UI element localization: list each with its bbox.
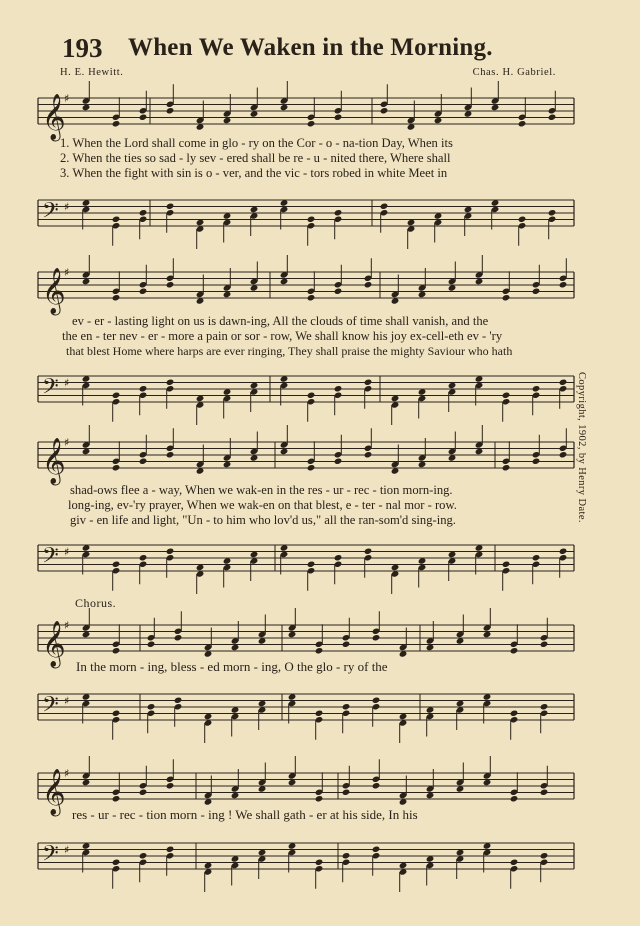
chorus-lyric-line-1: In the morn - ing, bless - ed morn - ing, O the glo - ry of the xyxy=(76,659,388,674)
note-head xyxy=(315,647,324,654)
note-head xyxy=(147,641,156,648)
hymn-number: 193 xyxy=(62,33,103,63)
note-head xyxy=(139,458,148,465)
note-head xyxy=(334,554,343,561)
note-head xyxy=(342,852,351,859)
note-head xyxy=(380,203,389,210)
note-head xyxy=(548,114,557,121)
verse-1-line-system-1: 1. When the Lord shall come in glo - ry on the Cor - o - na-tion Day, When its xyxy=(60,136,453,150)
note-head xyxy=(540,641,549,648)
note-head xyxy=(112,120,121,127)
note-head xyxy=(139,385,148,392)
copyright-notice: Copyright, 1902, by Henry Date. xyxy=(576,372,587,523)
treble-staff-system-1 xyxy=(0,88,640,140)
chorus-lyric-line-2: res - ur - rec - tion morn - ing ! We shall gath - er at his side, In his xyxy=(72,807,418,822)
bass-clef-icon: 𝄢 xyxy=(42,841,59,872)
note-head xyxy=(502,294,511,301)
note-head xyxy=(139,789,148,796)
treble-clef-icon: 𝄞 xyxy=(42,438,66,484)
note-head xyxy=(510,859,519,866)
treble-clef-icon: 𝄞 xyxy=(42,621,66,667)
note-head xyxy=(342,789,351,796)
note-head xyxy=(372,634,381,641)
note-head xyxy=(139,114,148,121)
note-head xyxy=(307,120,316,127)
note-head xyxy=(112,795,121,802)
note-head xyxy=(166,846,175,853)
verse-2-line-system-3: long-ing, ev-'ry prayer, When we wak-en on that blest, e - ter - nal mor - row. xyxy=(68,498,457,512)
note-head xyxy=(559,281,568,288)
note-head xyxy=(510,795,519,802)
treble-staff-system-3 xyxy=(0,432,640,484)
note-head xyxy=(112,464,121,471)
note-head xyxy=(334,114,343,121)
treble-staff-system-2 xyxy=(0,262,640,314)
verse-1-line-system-3: shad-ows flee a - way, When we wak-en in the res - ur - rec - tion morn-ing. xyxy=(70,483,453,497)
note-head xyxy=(364,548,373,555)
note-head xyxy=(518,120,527,127)
note-head xyxy=(364,281,373,288)
note-head xyxy=(307,561,316,568)
note-head xyxy=(315,859,324,866)
key-signature-sharp-icon: ♯ xyxy=(64,619,70,632)
note-head xyxy=(502,464,511,471)
key-signature-sharp-icon: ♯ xyxy=(64,92,70,105)
note-head xyxy=(139,554,148,561)
note-head xyxy=(342,703,351,710)
note-head xyxy=(139,209,148,216)
treble-clef-icon: 𝄞 xyxy=(42,268,66,314)
bass-clef-icon: 𝄢 xyxy=(42,198,59,229)
note-head xyxy=(364,379,373,386)
key-signature-sharp-icon: ♯ xyxy=(64,545,70,559)
verse-3-line-system-1: 3. When the fight with sin is o - ver, and the vic - tors robed in white Meet in xyxy=(60,166,448,180)
note-head xyxy=(166,782,175,789)
note-head xyxy=(112,216,121,223)
note-head xyxy=(502,392,511,399)
note-head xyxy=(559,451,568,458)
note-head xyxy=(510,647,519,654)
note-head xyxy=(112,561,121,568)
bass-staff-chorus-2 xyxy=(0,833,640,881)
key-signature-sharp-icon: ♯ xyxy=(64,376,70,390)
note-head xyxy=(532,288,541,295)
note-head xyxy=(307,294,316,301)
note-head xyxy=(372,697,381,704)
note-head xyxy=(112,392,121,399)
note-head xyxy=(166,548,175,555)
lyricist-credit: H. E. Hewitt. xyxy=(60,67,124,78)
note-head xyxy=(307,216,316,223)
key-signature-sharp-icon: ♯ xyxy=(64,843,70,857)
verse-1-line-system-2: ev - er - lasting light on us is dawn-ing, All the clouds of time shall vanish, and the xyxy=(72,314,489,328)
note-head xyxy=(364,451,373,458)
note-head xyxy=(502,561,511,568)
note-head xyxy=(112,859,121,866)
note-head xyxy=(174,697,183,704)
note-head xyxy=(166,451,175,458)
note-head xyxy=(540,789,549,796)
verse-2-line-system-2: the en - ter nev - er - more a pain or sor - row, We shall know his joy ex-cell-eth ev - 'ry xyxy=(62,329,503,343)
note-head xyxy=(147,703,156,710)
note-head xyxy=(540,703,549,710)
key-signature-sharp-icon: ♯ xyxy=(64,266,70,279)
bass-staff-system-3 xyxy=(0,535,640,583)
note-head xyxy=(559,379,568,386)
note-head xyxy=(334,209,343,216)
note-head xyxy=(540,852,549,859)
note-head xyxy=(559,548,568,555)
hymn-title: When We Waken in the Morning. xyxy=(128,34,493,61)
treble-clef-icon: 𝄞 xyxy=(42,94,66,140)
note-head xyxy=(315,710,324,717)
note-head xyxy=(139,852,148,859)
note-head xyxy=(112,647,121,654)
bass-staff-chorus-1 xyxy=(0,684,640,732)
note-head xyxy=(510,710,519,717)
note-head xyxy=(532,554,541,561)
bass-clef-icon: 𝄢 xyxy=(42,692,59,723)
note-head xyxy=(315,795,324,802)
key-signature-sharp-icon: ♯ xyxy=(64,767,70,780)
note-head xyxy=(372,846,381,853)
verse-3-line-system-2: that blest Home where harps are ever ringing, They shall praise the mighty Saviour who hath xyxy=(66,344,513,358)
note-head xyxy=(166,107,175,114)
composer-credit: Chas. H. Gabriel. xyxy=(472,67,556,78)
note-head xyxy=(342,641,351,648)
note-head xyxy=(334,458,343,465)
note-head xyxy=(112,710,121,717)
note-head xyxy=(307,392,316,399)
bass-staff-system-1 xyxy=(0,190,640,238)
note-head xyxy=(112,294,121,301)
treble-clef-icon: 𝄞 xyxy=(42,769,66,815)
note-head xyxy=(166,379,175,386)
note-head xyxy=(174,634,183,641)
bass-staff-system-2 xyxy=(0,366,640,414)
bass-clef-icon: 𝄢 xyxy=(42,543,59,574)
note-head xyxy=(380,107,389,114)
note-head xyxy=(532,458,541,465)
note-head xyxy=(334,385,343,392)
note-head xyxy=(307,464,316,471)
note-head xyxy=(139,288,148,295)
note-head xyxy=(166,203,175,210)
key-signature-sharp-icon: ♯ xyxy=(64,200,70,214)
note-head xyxy=(372,782,381,789)
verse-2-line-system-1: 2. When the ties so sad - ly sev - ered shall be re - u - nited there, Where shall xyxy=(60,151,451,165)
key-signature-sharp-icon: ♯ xyxy=(64,436,70,449)
chorus-label: Chorus. xyxy=(75,596,117,610)
note-head xyxy=(548,209,557,216)
note-head xyxy=(532,385,541,392)
note-head xyxy=(166,281,175,288)
note-head xyxy=(334,288,343,295)
bass-clef-icon: 𝄢 xyxy=(42,374,59,405)
key-signature-sharp-icon: ♯ xyxy=(64,694,70,708)
verse-3-line-system-3: giv - en life and light, "Un - to him who lov'd us," all the ran-som'd sing-ing. xyxy=(70,513,456,527)
note-head xyxy=(518,216,527,223)
